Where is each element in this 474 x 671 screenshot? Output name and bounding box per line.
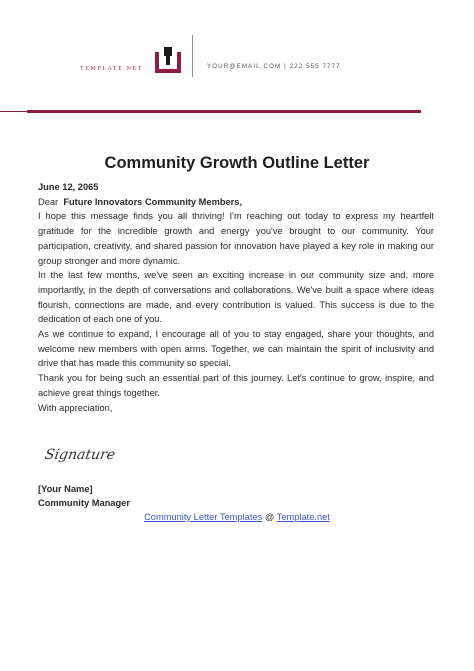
signature: Signature	[43, 447, 117, 463]
closing: With appreciation,	[38, 402, 113, 413]
community-letter-templates-link[interactable]: Community Letter Templates	[144, 512, 263, 522]
letter-body	[38, 180, 434, 415]
paragraph-4: Thank you for being such an essential part of this journey. Let's continue to grow, inspire, and achieve great things together.	[38, 373, 434, 398]
signer-role: Community Manager	[38, 497, 130, 508]
brand-logo	[155, 47, 181, 73]
template-net-link[interactable]: Template.net	[276, 512, 330, 522]
brand-name: TEMPLATE.NET	[80, 66, 144, 72]
signer-block	[38, 483, 130, 510]
header-rule	[27, 110, 421, 113]
letter-date: June 12, 2065	[38, 182, 99, 192]
header-divider	[192, 35, 193, 77]
header-rule-left	[0, 111, 27, 112]
salutation	[38, 195, 434, 210]
salutation-prefix: Dear	[38, 196, 59, 207]
paragraph-2: In the last few months, we've seen an exciting increase in our community size and, more importantly, in the depth of conversations and collaborations. We've built a space where ideas flourish, connections are made, and every contribution is valued. This success is due to the dedication of each one of you.	[38, 270, 434, 325]
paragraph-3: As we continue to expand, I encourage all of you to stay engaged, share your thoughts, and welcome new members with open arms. Together, we can maintain the spirit of inclusivity and drive that has made this community so special.	[38, 329, 434, 369]
recipient: Future Innovators Community Members,	[63, 196, 243, 207]
contact-info: YOUR@EMAIL.COM | 222 555 7777	[207, 63, 341, 70]
paragraph-1: I hope this message finds you all thriving! I'm reaching out today to express my heartfelt gratitude for the incredible growth and energy you've brought to our community. Your participation, creativity, and shared passion for innovation have played a key role in making our group stronger and more dynamic.	[38, 211, 434, 266]
signer-name: [Your Name]	[38, 484, 93, 494]
footer-separator: @	[264, 512, 275, 522]
letter-title: Community Growth Outline Letter	[104, 154, 370, 172]
footer	[0, 512, 474, 522]
